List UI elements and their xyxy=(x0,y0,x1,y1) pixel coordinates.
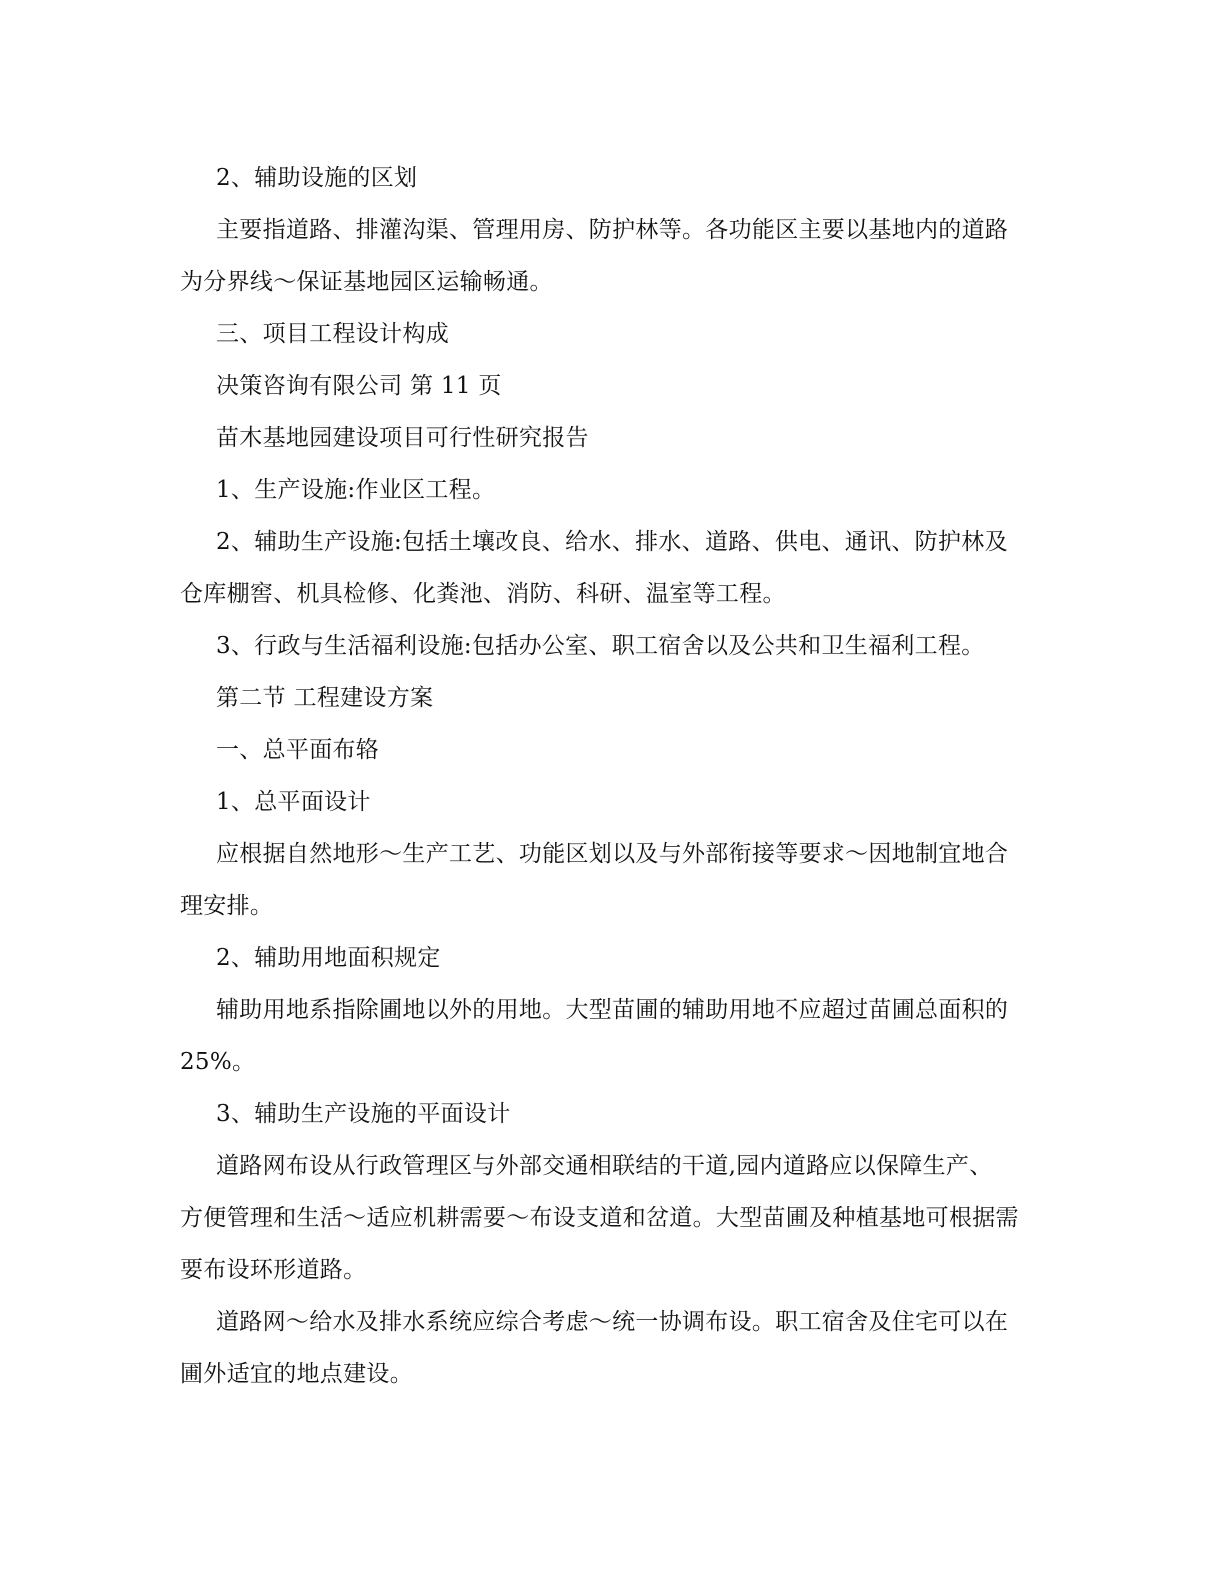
paragraph-line: 应根据自然地形～生产工艺、功能区划以及与外部衔接等要求～因地制宜地合 xyxy=(216,841,1009,867)
section-heading: 2、辅助设施的区划 xyxy=(216,165,418,191)
page-footer: 决策咨询有限公司 第 11 页 xyxy=(216,373,502,399)
section-heading: 1、总平面设计 xyxy=(216,789,371,815)
section-heading: 3、辅助生产设施的平面设计 xyxy=(216,1101,511,1127)
paragraph-line: 道路网～给水及排水系统应综合考虑～统一协调布设。职工宿舍及住宅可以在 xyxy=(216,1309,1009,1335)
section-heading: 一、总平面布辂 xyxy=(216,737,380,763)
list-item: 1、生产设施:作业区工程。 xyxy=(216,477,496,503)
paragraph-line: 主要指道路、排灌沟渠、管理用房、防护林等。各功能区主要以基地内的道路 xyxy=(216,217,1009,243)
section-heading: 第二节 工程建设方案 xyxy=(216,685,434,711)
section-heading: 2、辅助用地面积规定 xyxy=(216,945,441,971)
paragraph-line: 为分界线～保证基地园区运输畅通。 xyxy=(180,269,553,295)
section-heading: 三、项目工程设计构成 xyxy=(216,321,449,347)
page-header: 苗木基地园建设项目可行性研究报告 xyxy=(216,425,589,451)
list-item: 3、行政与生活福利设施:包括办公室、职工宿舍以及公共和卫生福利工程。 xyxy=(216,633,985,659)
list-item: 2、辅助生产设施:包括土壤改良、给水、排水、道路、供电、通讯、防护林及 xyxy=(216,529,1008,555)
paragraph-line: 辅助用地系指除圃地以外的用地。大型苗圃的辅助用地不应超过苗圃总面积的 xyxy=(216,997,1009,1023)
paragraph-line: 仓库棚窖、机具检修、化粪池、消防、科研、温室等工程。 xyxy=(180,581,786,607)
paragraph-line: 方便管理和生活～适应机耕需要～布设支道和岔道。大型苗圃及种植基地可根据需 xyxy=(180,1205,1019,1231)
paragraph-line: 要布设环形道路。 xyxy=(180,1257,367,1283)
paragraph-line: 圃外适宜的地点建设。 xyxy=(180,1361,413,1387)
paragraph-line: 理安排。 xyxy=(180,893,274,919)
paragraph-line: 道路网布设从行政管理区与外部交通相联结的干道,园内道路应以保障生产、 xyxy=(216,1153,993,1179)
paragraph-line: 25%。 xyxy=(180,1049,256,1075)
